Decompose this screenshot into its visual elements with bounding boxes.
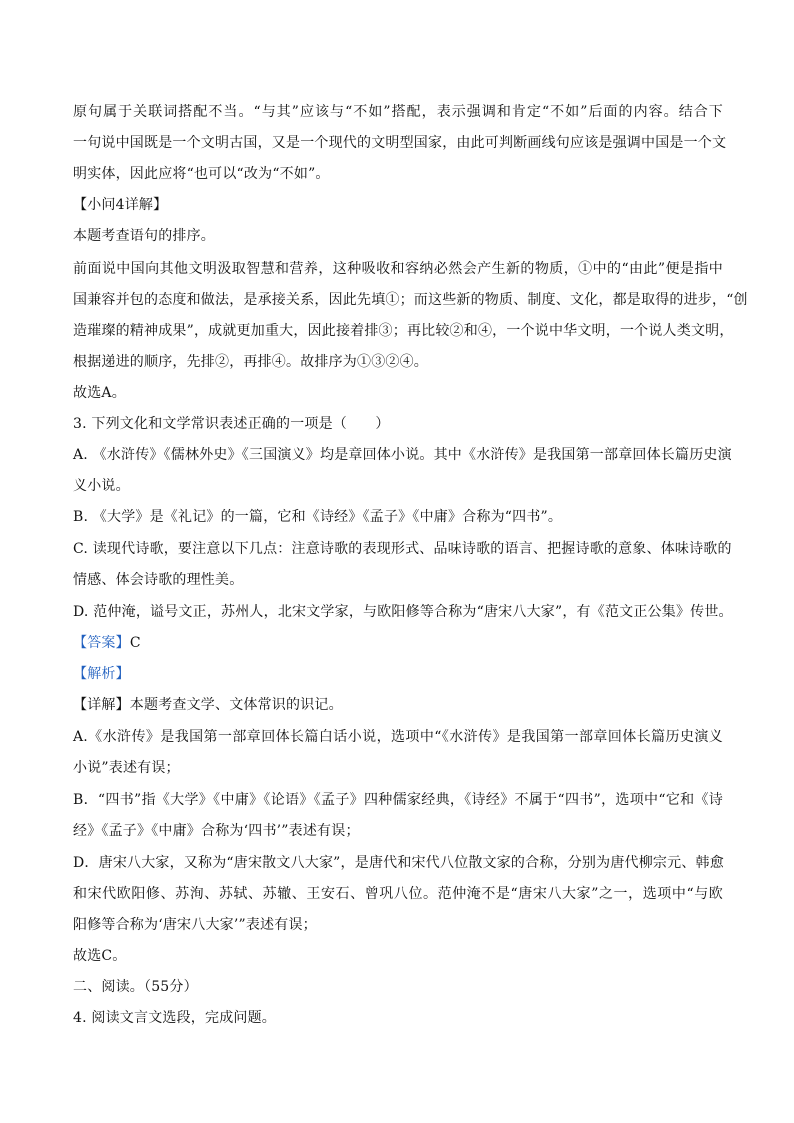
conclusion-line: 故选A。	[73, 385, 126, 401]
detail-line-1: 【详解】本题考查文学、文体常识的识记。	[73, 697, 343, 713]
option-c-line-2: 情感、体会诗歌的理性美。	[73, 572, 244, 588]
option-c-line-1: C. 读现代诗歌，要注意以下几点：注意诗歌的表现形式、品味诗歌的语言、把握诗歌的意象、体味诗歌的	[73, 541, 732, 557]
detail-d-line-3: 阳修等合称为‘唐宋八大家’”表述有误；	[73, 917, 317, 933]
answer-label: 【答案】	[73, 635, 130, 651]
detail-d-line-1: D．唐宋八大家，又称为“唐宋散文八大家”，是唐代和宋代八位散文家的合称，分别为唐代柳宗元、韩愈	[73, 855, 724, 871]
detail-a-line-2: 小说”表述有误；	[73, 760, 180, 776]
text-line-9: 根据递进的顺序，先排②，再排④。故排序为①③②④。	[73, 354, 428, 370]
text-line-2: 一句说中国既是一个文明古国，又是一个现代的文明型国家，由此可判断画线句应该是强调中国是一个文	[73, 135, 727, 151]
answer-line	[73, 635, 141, 651]
answer-value: C	[129, 635, 141, 651]
section-heading-reading: 二、阅读。（55分）	[73, 979, 198, 995]
option-a-line-2: 义小说。	[73, 478, 130, 494]
detail-b-line-2: 经》《孟子》《中庸》合称为‘四书’”表述有误；	[73, 823, 360, 839]
detail-b-line-1: B．“四书”指《大学》《中庸》《论语》《孟子》四种儒家经典，《诗经》不属于“四书”，选项中“它和《诗	[73, 792, 723, 808]
text-line-1: 原句属于关联词搭配不当。“与其”应该与“不如”搭配，表示强调和肯定“不如”后面的内容。结合下	[73, 104, 723, 120]
analysis-label: 【解析】	[73, 666, 130, 682]
detail-d-line-2: 和宋代欧阳修、苏洵、苏轼、苏辙、王安石、曾巩八位。范仲淹不是“唐宋八大家”之一，选项中“与欧	[73, 886, 723, 902]
text-line-3: 明实体，因此应将“也可以“改为“不如”。	[73, 166, 330, 182]
option-a-line-1: A. 《水浒传》《儒林外史》《三国演义》均是章回体小说。其中《水浒传》是我国第一部章回体长篇历史演	[73, 447, 732, 463]
subquestion-4-heading: 【小问4详解】	[73, 197, 168, 213]
detail-a-line-1: A.《水浒传》是我国第一部章回体长篇白话小说，选项中“《水浒传》是我国第一部章回体长篇历史演义	[73, 729, 723, 745]
option-b: B. 《大学》是《礼记》的一篇，它和《诗经》《孟子》《中庸》合称为“四书”。	[73, 509, 563, 525]
option-d: D. 范仲淹，谥号文正，苏州人，北宋文学家，与欧阳修等合称为“唐宋八大家”，有《范文正公集》传世。	[73, 604, 733, 620]
question-3-stem: 3. 下列文化和文学常识表述正确的一项是（ ）	[73, 416, 390, 432]
text-line-8: 造璀璨的精神成果”，成就更加重大，因此接着排③；再比较②和④，一个说中华文明，一个说人类文明，	[73, 323, 734, 339]
question-4-stem: 4. 阅读文言文选段，完成问题。	[73, 1010, 277, 1026]
text-line-5: 本题考查语句的排序。	[73, 228, 215, 244]
conclusion-line-2: 故选C。	[73, 948, 127, 964]
text-line-6: 前面说中国向其他文明汲取智慧和营养，这种吸收和容纳必然会产生新的物质，①中的“由此”便是指中	[73, 261, 723, 277]
text-line-7: 国兼容并包的态度和做法，是承接关系，因此先填①；而这些新的物质、制度、文化，都是取得的进步，“创	[73, 292, 748, 308]
